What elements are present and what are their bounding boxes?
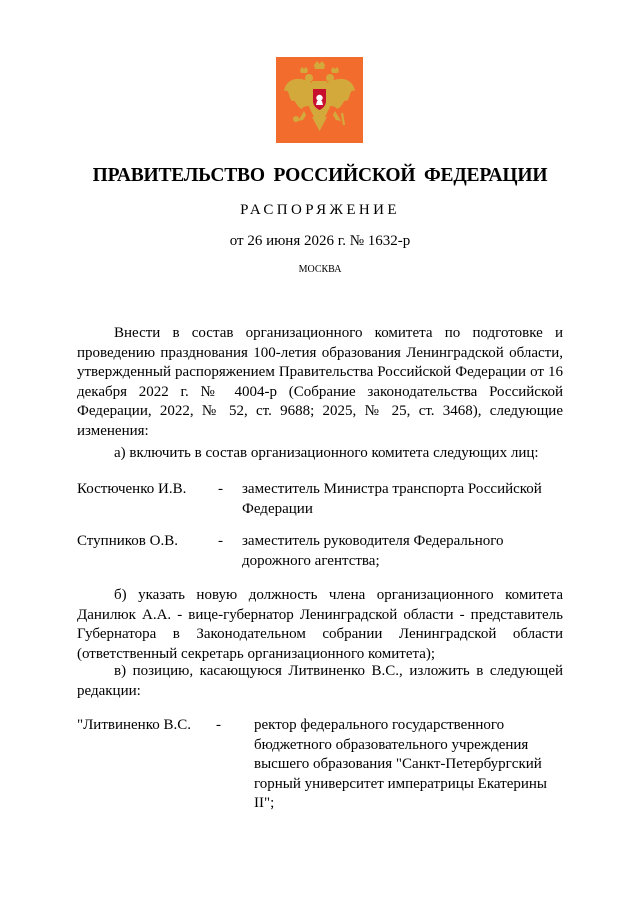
member-a1-position: заместитель Министра транспорта Российской Федерации [242,481,542,517]
member-v-dash: - [216,717,221,733]
member-v-position: ректор федерального государственного бюджетного образовательного учреждения высшего образования "Санкт-Петербургский горный университет императрицы Екатерины II"; [254,717,548,812]
member-v-name: "Литвиненко В.С. [77,717,191,733]
item-a: а) включить в состав организационного комитета следующих лиц: [114,445,539,461]
member-a1-dash: - [218,481,223,497]
item-b: б) указать новую должность члена организационного комитета Данилюк А.А. - вице-губернатор Ленинградской области - представитель Губернатора в Законодательном собрании Ленинградской области (ответственный секретарь организационного комитета); [77,587,563,662]
coat-of-arms-icon [276,57,363,143]
member-a2-position: заместитель руководителя Федерального дорожного агентства; [242,533,504,569]
document-date-number: от 26 июня 2026 г. № 1632-р [229,233,411,249]
government-title: ПРАВИТЕЛЬСТВО РОССИЙСКОЙ ФЕДЕРАЦИИ [92,165,548,186]
item-v: в) позицию, касающуюся Литвиненко В.С., изложить в следующей редакции: [77,663,563,699]
member-a2-dash: - [218,533,223,549]
member-a1-name: Костюченко И.В. [77,481,187,497]
document-type: РАСПОРЯЖЕНИЕ [240,202,400,218]
document-city: МОСКВА [298,264,342,275]
member-a2-name: Ступников О.В. [77,533,178,549]
intro-paragraph: Внести в состав организационного комитета по подготовке и проведению празднования 100-летия образования Ленинградской области, утвержденный распоряжением Правительства Российской Федерации от 16 декабря 2022 г. № 4004-р (Собрание законодательства Российской Федерации, 2022, № 52, ст. 9688; 2025, № 25, ст. 3468), следующие изменения: [77,325,563,439]
coat-of-arms-emblem [276,57,363,143]
